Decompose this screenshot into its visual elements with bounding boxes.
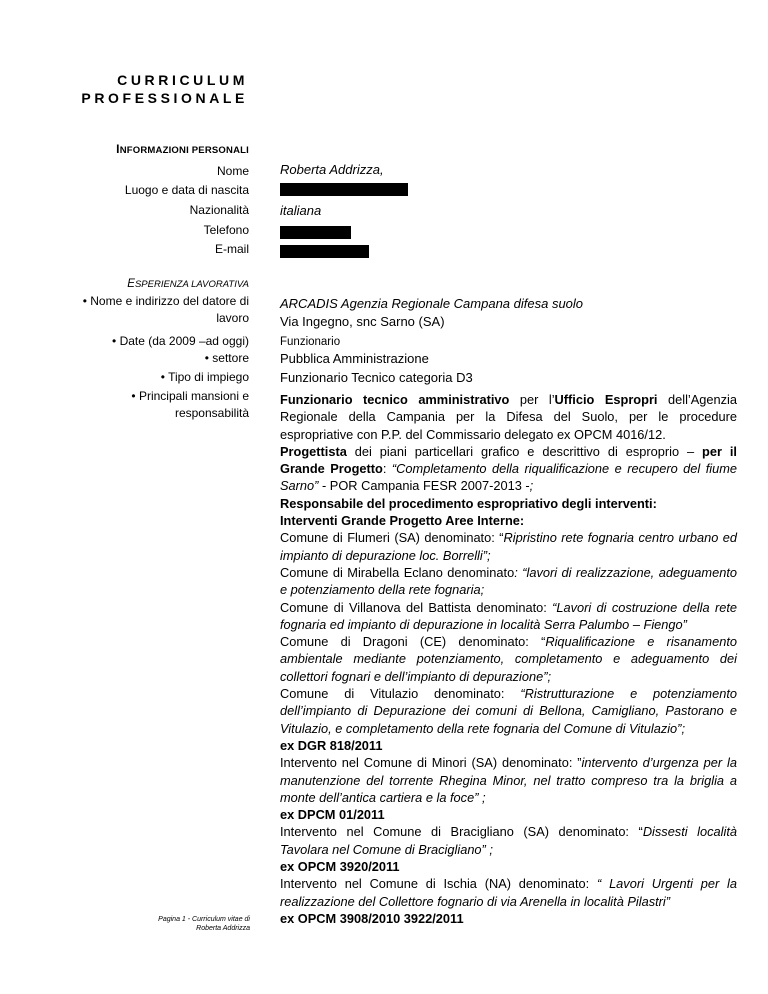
duty-heading: ex DPCM 01/2011 <box>280 807 385 823</box>
duty-text: - POR Campania FESR 2007-2013 - <box>318 478 530 494</box>
section-heading-personal <box>60 142 249 156</box>
type-value: Funzionario Tecnico categoria D3 <box>280 370 473 385</box>
duty-role: Progettista <box>280 443 347 459</box>
duties-label: • Principali mansioni e responsabilità <box>131 389 249 420</box>
redacted-birth <box>280 183 408 196</box>
duty-heading: ex DGR 818/2011 <box>280 737 383 753</box>
project-item <box>280 685 737 737</box>
employer-name: ARCADIS Agenzia Regionale Campana difesa suolo <box>280 296 584 311</box>
project-text: Intervento nel Comune di Ischia (NA) denominato: <box>280 876 598 892</box>
email-label: E-mail <box>214 242 249 256</box>
dates-label: • Date (da 2009 –ad oggi) <box>112 334 249 348</box>
duty-paragraph <box>280 391 737 443</box>
project-title: intervento d’urgenza per la manutenzione del torrente Rhegina Minor, nel tratto compreso tra la briglia a monte dell’antica cartiera e la foce” ; <box>280 755 737 805</box>
duty-heading: ex OPCM 3920/2011 <box>280 859 400 875</box>
project-item <box>280 529 737 564</box>
duty-text: : <box>382 461 392 477</box>
duty-project-title: “Completamento della riqualificazione e recupero del fiume Sarno” <box>280 461 738 494</box>
project-text: Intervento nel Comune di Bracigliano (SA) denominato: “ <box>280 824 643 840</box>
phone-label: Telefono <box>203 223 249 237</box>
heading-rest: SPERIENZA LAVORATIVA <box>134 279 249 290</box>
dates-value: Funzionario <box>280 336 341 348</box>
duty-paragraph <box>280 443 737 495</box>
project-item <box>280 823 737 858</box>
redacted-email <box>280 245 369 258</box>
name-label: Nome <box>216 164 249 178</box>
nationality-value: italiana <box>280 203 322 218</box>
project-title: Riqualificazione e risanamento ambientale mediante potenziamento, completamento e adeguamento dei collettori fognari e dell’impianto di depurazione”; <box>280 634 737 684</box>
duty-role: Funzionario tecnico amministrativo <box>280 392 510 407</box>
page-footer <box>60 915 250 933</box>
duty-project: per il Grande Progetto <box>280 443 737 477</box>
nationality-label: Nazionalità <box>189 203 249 217</box>
project-item <box>280 875 737 910</box>
project-title: “Lavori di costruzione della rete fognaria ed impianto di depurazione in località Serra Palumbo – Fiengo” <box>280 599 737 632</box>
duty-text: per l’ <box>509 392 555 407</box>
project-title: Ripristino rete fognaria centro urbano ed impianto di depurazione loc. Borrelli”; <box>280 530 737 563</box>
name-value: Roberta Addrizza, <box>280 162 384 177</box>
project-text: Comune di Villanova del Battista denominato: <box>280 599 553 615</box>
project-title: : “lavori di realizzazione, adeguamento e potenziamento della rete fognaria; <box>280 564 737 598</box>
duty-text: dell’Agenzia Regionale della Campania per la Difesa del Suolo, per le procedure espropriative con P.P. del Commissario delegato ex OPCM 4016/12. <box>280 392 737 442</box>
project-item <box>280 633 737 685</box>
project-text: Comune di Mirabella Eclano denominato <box>280 564 515 580</box>
project-text: Intervento nel Comune di Minori (SA) denominato: ” <box>280 755 582 771</box>
section-heading-experience <box>60 278 249 290</box>
project-title: “Ristrutturazione e potenziamento dell’impianto di Depurazione dei comuni di Bellona, Camigliano, Pastorano e Vitulazio, e completamento della rete fognaria del Comune di Vitulazio”; <box>280 686 738 736</box>
project-item <box>280 754 737 806</box>
duty-text: dei piani particellari grafico e descrittivo di esproprio – <box>346 443 703 459</box>
type-label: • Tipo di impiego <box>160 370 249 384</box>
heading-initial: E <box>127 278 135 290</box>
project-title: “ Lavori Urgenti per la realizzazione del Collettore fognario di via Arenella in località Pilastri” <box>280 876 737 909</box>
birth-label: Luogo e data di nascita <box>124 183 249 197</box>
duty-text: ; <box>529 478 534 494</box>
sector-value: Pubblica Amministrazione <box>280 351 429 366</box>
footer-line: Roberta Addrizza <box>196 925 250 932</box>
document-title-line2: PROFESSIONALE <box>81 90 248 106</box>
project-item <box>280 599 737 634</box>
heading-rest: NFORMAZIONI PERSONALI <box>119 145 249 156</box>
project-item <box>280 564 737 599</box>
duty-heading: Interventi Grande Progetto Aree Interne: <box>280 513 525 529</box>
project-text: Comune di Dragoni (CE) denominato: “ <box>280 634 546 650</box>
redacted-phone <box>280 226 351 239</box>
project-text: Comune di Vitulazio denominato: <box>280 686 521 702</box>
project-text: Comune di Flumeri (SA) denominato: “ <box>280 530 504 546</box>
employer-address: Via Ingegno, snc Sarno (SA) <box>280 314 445 329</box>
project-title: Dissesti località Tavolara nel Comune di Bracigliano” ; <box>280 824 737 857</box>
heading-initial: I <box>116 142 120 156</box>
duty-office: Ufficio Espropri <box>554 392 658 407</box>
duty-heading: Responsabile del procedimento espropriativo degli interventi: <box>280 495 657 511</box>
document-title-line1: CURRICULUM <box>117 72 248 88</box>
employer-label: • Nome e indirizzo del datore di lavoro <box>82 294 249 325</box>
footer-line: Pagina 1 - Curriculum vitae di <box>158 916 250 923</box>
sector-label: • settore <box>204 351 249 365</box>
duty-heading: ex OPCM 3908/2010 3922/2011 <box>280 910 464 926</box>
duties-description <box>280 391 737 927</box>
